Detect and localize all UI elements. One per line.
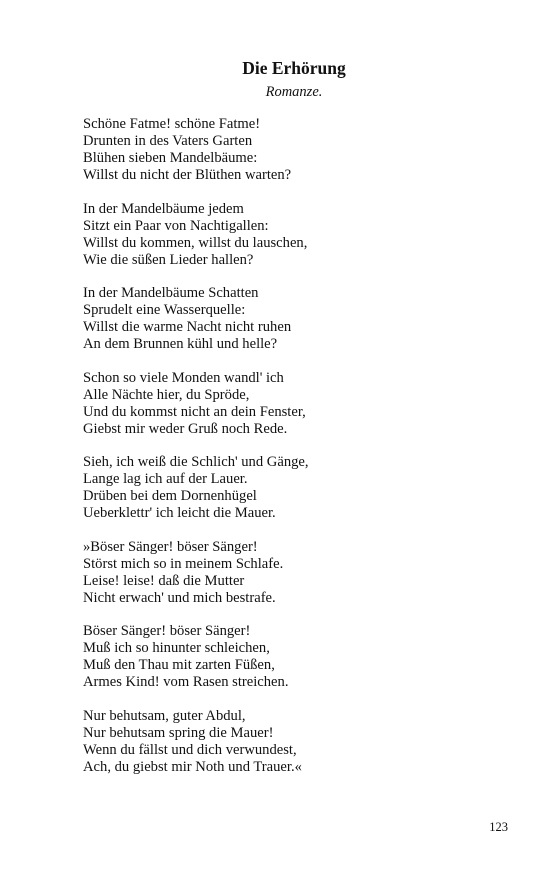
stanza-1 <box>83 116 503 184</box>
poem-line: Schöne Fatme! schöne Fatme! <box>83 116 261 132</box>
poem-line: Blühen sieben Mandelbäume: <box>83 150 258 166</box>
poem-line: Sprudelt eine Wasserquelle: <box>83 302 246 318</box>
poem-line: In der Mandelbäume jedem <box>83 200 244 217</box>
poem-line: Willst du kommen, willst du lauschen, <box>83 234 308 251</box>
poem-line: Ueberklettr' ich leicht die Mauer. <box>83 505 276 521</box>
poem-line: »Böser Sänger! böser Sänger! <box>83 538 258 555</box>
poem-line: Wie die süßen Lieder hallen? <box>83 251 254 268</box>
stanza-7 <box>83 623 503 691</box>
poem-line: In der Mandelbäume Schatten <box>83 285 259 301</box>
poem-line: Willst du nicht der Blüthen warten? <box>83 167 292 183</box>
stanza-6 <box>83 539 503 607</box>
stanza-4 <box>83 370 503 438</box>
poem-line: Ach, du giebst mir Noth und Trauer.« <box>83 758 302 775</box>
stanza-2 <box>83 201 503 269</box>
poem-line: Alle Nächte hier, du Spröde, <box>83 386 250 403</box>
poem-line: Schon so viele Monden wandl' ich <box>83 369 284 386</box>
poem-line: Muß den Thau mit zarten Füßen, <box>83 657 275 673</box>
poem-line: Muß ich so hinunter schleichen, <box>83 640 270 656</box>
stanza-8 <box>83 708 503 776</box>
poem-line: Sieh, ich weiß die Schlich' und Gänge, <box>83 454 309 470</box>
poem-line: An dem Brunnen kühl und helle? <box>83 336 278 352</box>
poem-line: Giebst mir weder Gruß noch Rede. <box>83 420 288 437</box>
poem-body <box>83 116 503 792</box>
poem-line: Drüben bei dem Dornenhügel <box>83 488 257 504</box>
poem-line: Wenn du fällst und dich verwundest, <box>83 741 297 758</box>
poem-line: Armes Kind! vom Rasen streichen. <box>83 674 289 690</box>
poem-line: Und du kommst nicht an dein Fenster, <box>83 403 306 420</box>
poem-line: Willst die warme Nacht nicht ruhen <box>83 319 292 335</box>
page-number: 123 <box>489 820 508 834</box>
stanza-3 <box>83 285 503 353</box>
poem-title: Die Erhörung <box>242 58 346 78</box>
poem-line: Störst mich so in meinem Schlafe. <box>83 555 284 572</box>
stanza-5 <box>83 454 503 522</box>
poem-line: Nur behutsam spring die Mauer! <box>83 724 274 741</box>
poem-line: Lange lag ich auf der Lauer. <box>83 471 248 487</box>
poem-line: Leise! leise! daß die Mutter <box>83 572 245 589</box>
poem-subtitle: Romanze. <box>265 84 323 100</box>
poem-line: Sitzt ein Paar von Nachtigallen: <box>83 217 269 234</box>
poem-line: Böser Sänger! böser Sänger! <box>83 623 251 639</box>
poem-line: Drunten in des Vaters Garten <box>83 133 253 149</box>
poem-line: Nicht erwach' und mich bestrafe. <box>83 589 276 606</box>
poem-line: Nur behutsam, guter Abdul, <box>83 707 246 724</box>
